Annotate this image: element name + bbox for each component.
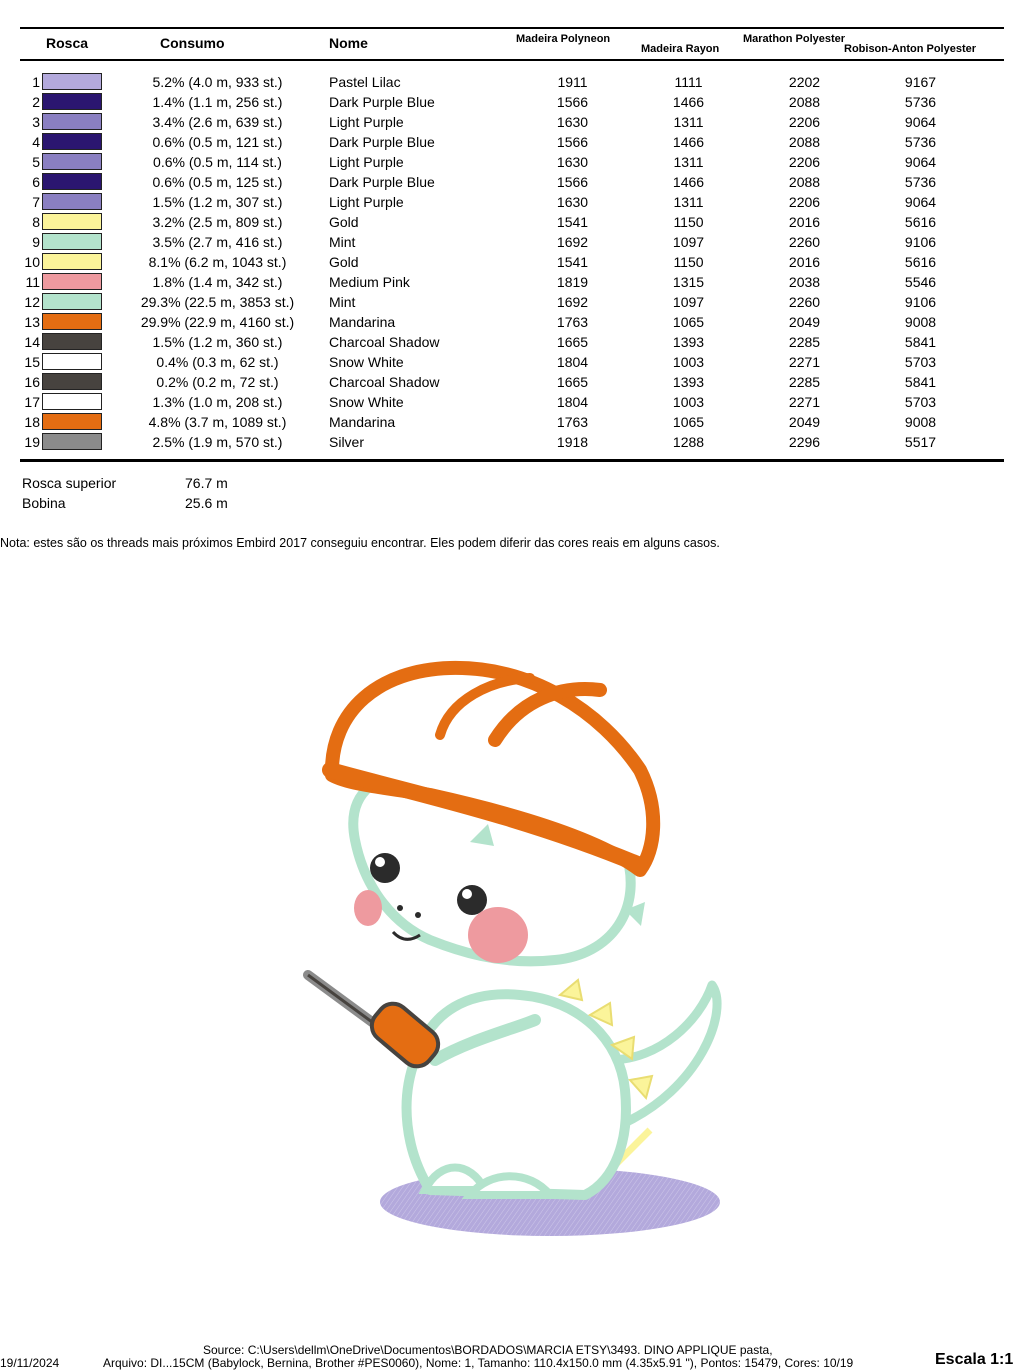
row-madeira-rayon: 1097: [672, 294, 705, 310]
rosca-superior-value: 76.7 m: [185, 475, 228, 491]
row-madeira-polyneon: 1630: [556, 154, 589, 170]
table-row: [0, 252, 1024, 272]
row-marathon: 2088: [788, 174, 821, 190]
row-marathon: 2260: [788, 234, 821, 250]
row-madeira-rayon: 1393: [672, 374, 705, 390]
color-swatch: [42, 373, 102, 390]
header-nome: Nome: [329, 35, 368, 51]
row-madeira-rayon: 1466: [672, 94, 705, 110]
color-swatch: [42, 273, 102, 290]
row-nome: Light Purple: [329, 114, 404, 130]
footer-date: 19/11/2024: [0, 1356, 60, 1370]
row-number: 12: [24, 294, 40, 310]
color-swatch: [42, 393, 102, 410]
row-number: 4: [32, 134, 40, 150]
row-madeira-polyneon: 1763: [556, 314, 589, 330]
row-consumo: 1.5% (1.2 m, 307 st.): [152, 194, 283, 210]
table-row: [0, 272, 1024, 292]
row-number: 13: [24, 314, 40, 330]
row-consumo: 3.5% (2.7 m, 416 st.): [152, 234, 283, 250]
color-swatch: [42, 93, 102, 110]
row-madeira-polyneon: 1819: [556, 274, 589, 290]
row-nome: Light Purple: [329, 154, 404, 170]
row-marathon: 2206: [788, 154, 821, 170]
row-marathon: 2271: [788, 354, 821, 370]
table-row: [0, 92, 1024, 112]
row-marathon: 2202: [788, 74, 821, 90]
row-madeira-rayon: 1150: [673, 254, 704, 270]
table-row: [0, 432, 1024, 452]
row-madeira-polyneon: 1918: [556, 434, 589, 450]
header-madeira-rayon: Madeira Rayon: [641, 43, 720, 55]
row-madeira-polyneon: 1630: [556, 114, 589, 130]
row-marathon: 2285: [788, 374, 821, 390]
row-nome: Light Purple: [329, 194, 404, 210]
row-robison: 5841: [904, 374, 937, 390]
row-number: 1: [32, 74, 40, 90]
row-madeira-polyneon: 1541: [556, 254, 589, 270]
row-madeira-polyneon: 1566: [556, 94, 589, 110]
row-marathon: 2038: [788, 274, 821, 290]
row-number: 14: [24, 334, 40, 350]
row-nome: Mandarina: [329, 314, 396, 330]
row-marathon: 2296: [788, 434, 821, 450]
row-number: 5: [32, 154, 40, 170]
header-rosca: Rosca: [46, 35, 89, 51]
row-madeira-rayon: 1111: [674, 74, 703, 90]
row-madeira-rayon: 1097: [672, 234, 705, 250]
table-row: [0, 172, 1024, 192]
row-number: 16: [24, 374, 40, 390]
header-robison: Robison-Anton Polyester: [844, 43, 977, 55]
color-swatch: [42, 433, 102, 450]
footer-source: Source: C:\Users\dellm\OneDrive\Documentos\BORDADOS\MARCIA ETSY\3493. DINO APPLIQUE pasta,: [203, 1343, 773, 1357]
row-consumo: 29.3% (22.5 m, 3853 st.): [140, 294, 295, 310]
row-madeira-polyneon: 1665: [556, 334, 589, 350]
row-marathon: 2049: [788, 314, 821, 330]
color-swatch: [42, 313, 102, 330]
row-nome: Mint: [329, 294, 356, 310]
row-consumo: 0.4% (0.3 m, 62 st.): [156, 354, 279, 370]
row-nome: Dark Purple Blue: [329, 174, 435, 190]
row-number: 11: [25, 274, 40, 290]
row-madeira-polyneon: 1804: [556, 354, 589, 370]
header-marathon: Marathon Polyester: [743, 33, 846, 45]
row-madeira-rayon: 1003: [672, 354, 705, 370]
row-consumo: 4.8% (3.7 m, 1089 st.): [148, 414, 287, 430]
row-madeira-rayon: 1065: [672, 414, 705, 430]
row-madeira-rayon: 1311: [673, 194, 704, 210]
color-swatch: [42, 193, 102, 210]
color-swatch: [42, 153, 102, 170]
row-nome: Dark Purple Blue: [329, 134, 435, 150]
color-swatch: [42, 333, 102, 350]
row-consumo: 0.6% (0.5 m, 121 st.): [152, 134, 283, 150]
row-madeira-polyneon: 1911: [557, 74, 588, 90]
row-number: 7: [32, 194, 40, 210]
color-swatch: [42, 133, 102, 150]
table-bottom-rule: [20, 459, 1004, 462]
header-bottom-rule: [20, 59, 1004, 61]
rosca-superior-label: Rosca superior: [22, 475, 117, 491]
row-consumo: 1.8% (1.4 m, 342 st.): [152, 274, 283, 290]
row-madeira-rayon: 1150: [673, 214, 704, 230]
row-marathon: 2016: [788, 254, 821, 270]
row-robison: 9106: [904, 294, 937, 310]
row-marathon: 2049: [788, 414, 821, 430]
row-madeira-rayon: 1466: [672, 174, 705, 190]
row-robison: 5703: [904, 394, 937, 410]
row-madeira-rayon: 1311: [673, 114, 704, 130]
row-number: 17: [24, 394, 40, 410]
row-number: 15: [24, 354, 40, 370]
table-row: [0, 372, 1024, 392]
table-row: [0, 192, 1024, 212]
row-consumo: 5.2% (4.0 m, 933 st.): [152, 74, 283, 90]
row-nome: Gold: [329, 254, 359, 270]
row-robison: 5546: [904, 274, 937, 290]
row-madeira-rayon: 1065: [672, 314, 705, 330]
row-madeira-polyneon: 1665: [556, 374, 589, 390]
row-consumo: 1.4% (1.1 m, 256 st.): [152, 94, 283, 110]
table-top-rule: [20, 27, 1004, 29]
color-swatch: [42, 173, 102, 190]
table-row: [0, 392, 1024, 412]
row-consumo: 3.2% (2.5 m, 809 st.): [152, 214, 283, 230]
table-row: [0, 232, 1024, 252]
row-robison: 5736: [904, 174, 937, 190]
row-robison: 9008: [904, 314, 937, 330]
row-nome: Snow White: [329, 394, 404, 410]
footer-escala: Escala 1:1: [935, 1351, 1014, 1368]
row-robison: 9167: [904, 74, 937, 90]
row-nome: Dark Purple Blue: [329, 94, 435, 110]
color-swatch: [42, 113, 102, 130]
footer-arquivo: Arquivo: DI...15CM (Babylock, Bernina, Brother #PES0060), Nome: 1, Tamanho: 110.4x150.0 mm (4.35x5.91 "), Pontos: 15479, Cores: 10/19: [103, 1356, 854, 1370]
row-robison: 9064: [904, 194, 937, 210]
color-swatch: [42, 353, 102, 370]
row-number: 8: [32, 214, 40, 230]
row-nome: Mandarina: [329, 414, 396, 430]
row-madeira-rayon: 1288: [672, 434, 705, 450]
row-nome: Pastel Lilac: [329, 74, 401, 90]
row-marathon: 2016: [788, 214, 821, 230]
row-madeira-polyneon: 1566: [556, 134, 589, 150]
table-row: [0, 292, 1024, 312]
row-number: 3: [32, 114, 40, 130]
row-robison: 5517: [904, 434, 937, 450]
row-nome: Snow White: [329, 354, 404, 370]
row-madeira-polyneon: 1692: [556, 234, 589, 250]
row-madeira-polyneon: 1804: [556, 394, 589, 410]
row-number: 10: [24, 254, 40, 270]
embroidery-preview-image: [0, 590, 1024, 1310]
row-robison: 5736: [904, 134, 937, 150]
row-nome: Charcoal Shadow: [329, 374, 440, 390]
row-robison: 5703: [904, 354, 937, 370]
row-madeira-rayon: 1393: [672, 334, 705, 350]
table-row: [0, 212, 1024, 232]
row-consumo: 3.4% (2.6 m, 639 st.): [152, 114, 283, 130]
row-consumo: 1.5% (1.2 m, 360 st.): [152, 334, 283, 350]
note-text: Nota: estes são os threads mais próximos Embird 2017 conseguiu encontrar. Eles podem diferir das cores reais em alguns casos.: [0, 536, 720, 550]
row-robison: 5616: [904, 214, 937, 230]
color-swatch: [42, 233, 102, 250]
row-number: 19: [24, 434, 40, 450]
table-row: [0, 332, 1024, 352]
row-number: 9: [32, 234, 40, 250]
row-consumo: 0.2% (0.2 m, 72 st.): [156, 374, 279, 390]
row-number: 18: [24, 414, 40, 430]
row-robison: 9106: [904, 234, 937, 250]
color-swatch: [42, 73, 102, 90]
row-nome: Charcoal Shadow: [329, 334, 440, 350]
bobina-label: Bobina: [22, 495, 66, 511]
bobina-value: 25.6 m: [185, 495, 228, 511]
row-robison: 5841: [904, 334, 937, 350]
row-number: 2: [32, 94, 40, 110]
table-row: [0, 312, 1024, 332]
row-madeira-polyneon: 1630: [556, 194, 589, 210]
row-robison: 9064: [904, 154, 937, 170]
row-robison: 9008: [904, 414, 937, 430]
table-row: [0, 152, 1024, 172]
row-consumo: 8.1% (6.2 m, 1043 st.): [148, 254, 287, 270]
color-swatch: [42, 413, 102, 430]
color-swatch: [42, 253, 102, 270]
row-madeira-polyneon: 1692: [556, 294, 589, 310]
row-number: 6: [32, 174, 40, 190]
row-robison: 5616: [904, 254, 937, 270]
row-consumo: 0.6% (0.5 m, 125 st.): [152, 174, 283, 190]
color-swatch: [42, 293, 102, 310]
row-consumo: 29.9% (22.9 m, 4160 st.): [140, 314, 295, 330]
row-madeira-rayon: 1311: [673, 154, 704, 170]
row-marathon: 2271: [788, 394, 821, 410]
table-row: [0, 412, 1024, 432]
row-madeira-polyneon: 1566: [556, 174, 589, 190]
row-consumo: 2.5% (1.9 m, 570 st.): [152, 434, 283, 450]
row-madeira-rayon: 1315: [672, 274, 705, 290]
table-row: [0, 352, 1024, 372]
row-marathon: 2088: [788, 94, 821, 110]
row-consumo: 1.3% (1.0 m, 208 st.): [152, 394, 283, 410]
row-marathon: 2260: [788, 294, 821, 310]
row-robison: 5736: [904, 94, 937, 110]
row-nome: Gold: [329, 214, 359, 230]
row-consumo: 0.6% (0.5 m, 114 st.): [153, 154, 282, 170]
row-robison: 9064: [904, 114, 937, 130]
table-row: [0, 112, 1024, 132]
header-madeira-polyneon: Madeira Polyneon: [516, 33, 611, 45]
row-madeira-rayon: 1466: [672, 134, 705, 150]
row-madeira-polyneon: 1541: [556, 214, 589, 230]
color-swatch: [42, 213, 102, 230]
row-marathon: 2206: [788, 194, 821, 210]
row-madeira-polyneon: 1763: [556, 414, 589, 430]
row-marathon: 2088: [788, 134, 821, 150]
row-madeira-rayon: 1003: [672, 394, 705, 410]
row-marathon: 2285: [788, 334, 821, 350]
row-nome: Silver: [329, 434, 365, 450]
header-consumo: Consumo: [160, 35, 225, 51]
table-row: [0, 72, 1024, 92]
table-row: [0, 132, 1024, 152]
row-nome: Medium Pink: [329, 274, 410, 290]
row-nome: Mint: [329, 234, 356, 250]
row-marathon: 2206: [788, 114, 821, 130]
